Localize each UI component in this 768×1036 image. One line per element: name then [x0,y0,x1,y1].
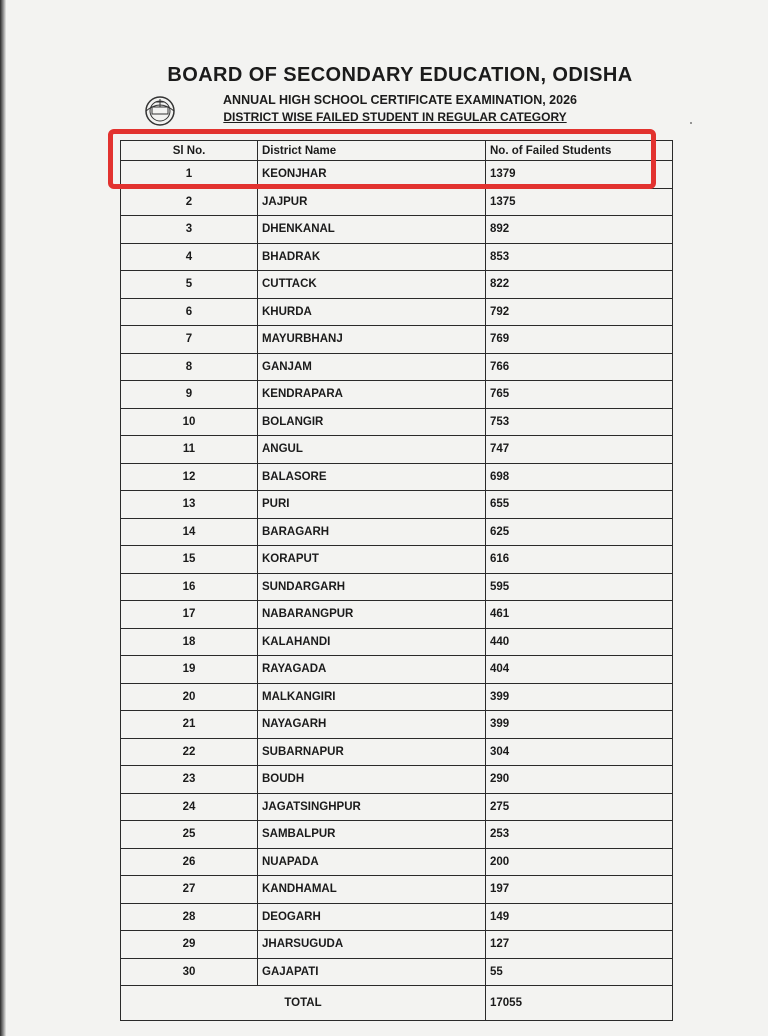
row-sl-no: 4 [121,243,258,271]
report-subtitle [165,110,625,124]
table-row [121,601,673,629]
page-title: BOARD OF SECONDARY EDUCATION, ODISHA [167,64,633,86]
row-sl-no: 25 [121,821,258,849]
row-failed-count: 698 [486,463,673,491]
row-sl-no: 26 [121,848,258,876]
row-sl-no: 1 [121,161,258,189]
table-body [121,161,673,986]
table-row [121,353,673,381]
column-header-district: District Name [258,141,486,161]
row-district-name: KALAHANDI [258,628,486,656]
row-sl-no: 16 [121,573,258,601]
row-district-name: KEONJHAR [258,161,486,189]
scan-speck [690,122,692,124]
row-failed-count: 440 [486,628,673,656]
table-row [121,381,673,409]
table-row [121,876,673,904]
row-failed-count: 595 [486,573,673,601]
table-row [121,518,673,546]
row-failed-count: 149 [486,903,673,931]
table-row [121,711,673,739]
row-sl-no: 6 [121,298,258,326]
row-failed-count: 197 [486,876,673,904]
row-sl-no: 20 [121,683,258,711]
row-district-name: BALASORE [258,463,486,491]
row-failed-count: 200 [486,848,673,876]
row-district-name: CUTTACK [258,271,486,299]
row-failed-count: 1379 [486,161,673,189]
row-failed-count: 766 [486,353,673,381]
row-failed-count: 765 [486,381,673,409]
row-district-name: PURI [258,491,486,519]
row-sl-no: 27 [121,876,258,904]
table-row [121,738,673,766]
row-sl-no: 10 [121,408,258,436]
row-failed-count: 753 [486,408,673,436]
total-label: TOTAL [121,986,486,1021]
row-failed-count: 127 [486,931,673,959]
row-failed-count: 461 [486,601,673,629]
row-district-name: GAJAPATI [258,958,486,986]
row-district-name: KANDHAMAL [258,876,486,904]
table-row [121,216,673,244]
row-sl-no: 28 [121,903,258,931]
row-sl-no: 2 [121,188,258,216]
table-row [121,436,673,464]
row-district-name: MAYURBHANJ [258,326,486,354]
row-failed-count: 792 [486,298,673,326]
table-row [121,793,673,821]
row-district-name: BHADRAK [258,243,486,271]
row-sl-no: 9 [121,381,258,409]
table-row [121,683,673,711]
row-sl-no: 29 [121,931,258,959]
row-failed-count: 404 [486,656,673,684]
row-failed-count: 399 [486,711,673,739]
table-header-row [121,141,673,161]
row-sl-no: 17 [121,601,258,629]
row-district-name: RAYAGADA [258,656,486,684]
table-row [121,958,673,986]
row-sl-no: 18 [121,628,258,656]
row-district-name: JAJPUR [258,188,486,216]
row-failed-count: 1375 [486,188,673,216]
failed-students-table-wrap [120,140,672,1021]
row-failed-count: 290 [486,766,673,794]
row-district-name: BARAGARH [258,518,486,546]
table-row [121,903,673,931]
table-row [121,573,673,601]
row-district-name: JAGATSINGHPUR [258,793,486,821]
row-sl-no: 14 [121,518,258,546]
row-failed-count: 769 [486,326,673,354]
row-district-name: DEOGARH [258,903,486,931]
row-district-name: GANJAM [258,353,486,381]
row-failed-count: 253 [486,821,673,849]
row-district-name: SAMBALPUR [258,821,486,849]
table-row [121,161,673,189]
row-district-name: NAYAGARH [258,711,486,739]
failed-students-table [120,140,673,1021]
exam-subtitle: ANNUAL HIGH SCHOOL CERTIFICATE EXAMINATION, 2026 [223,93,577,107]
row-district-name: MALKANGIRI [258,683,486,711]
row-sl-no: 5 [121,271,258,299]
table-row [121,766,673,794]
row-district-name: KORAPUT [258,546,486,574]
table-row [121,848,673,876]
column-header-failed: No. of Failed Students [486,141,673,161]
row-failed-count: 655 [486,491,673,519]
total-value: 17055 [486,986,673,1021]
row-sl-no: 24 [121,793,258,821]
row-failed-count: 747 [486,436,673,464]
row-failed-count: 304 [486,738,673,766]
row-sl-no: 30 [121,958,258,986]
row-failed-count: 625 [486,518,673,546]
row-sl-no: 3 [121,216,258,244]
table-row [121,188,673,216]
row-sl-no: 19 [121,656,258,684]
table-row [121,408,673,436]
table-row [121,491,673,519]
row-district-name: KHURDA [258,298,486,326]
table-row [121,931,673,959]
row-district-name: ANGUL [258,436,486,464]
report-subtitle-text: DISTRICT WISE FAILED STUDENT IN REGULAR CATEGORY [223,110,567,124]
row-district-name: SUNDARGARH [258,573,486,601]
row-failed-count: 55 [486,958,673,986]
row-district-name: NUAPADA [258,848,486,876]
row-failed-count: 616 [486,546,673,574]
table-row [121,628,673,656]
table-row [121,656,673,684]
table-row [121,463,673,491]
table-row [121,271,673,299]
row-sl-no: 13 [121,491,258,519]
row-sl-no: 21 [121,711,258,739]
row-sl-no: 8 [121,353,258,381]
column-header-sl-no: Sl No. [121,141,258,161]
row-district-name: BOLANGIR [258,408,486,436]
table-row [121,243,673,271]
row-district-name: SUBARNAPUR [258,738,486,766]
row-failed-count: 853 [486,243,673,271]
row-district-name: DHENKANAL [258,216,486,244]
row-sl-no: 11 [121,436,258,464]
total-row [121,986,673,1021]
row-sl-no: 15 [121,546,258,574]
row-district-name: JHARSUGUDA [258,931,486,959]
table-row [121,326,673,354]
row-sl-no: 7 [121,326,258,354]
row-failed-count: 399 [486,683,673,711]
table-row [121,546,673,574]
row-sl-no: 22 [121,738,258,766]
row-failed-count: 892 [486,216,673,244]
row-sl-no: 23 [121,766,258,794]
row-district-name: BOUDH [258,766,486,794]
row-failed-count: 275 [486,793,673,821]
row-failed-count: 822 [486,271,673,299]
row-district-name: KENDRAPARA [258,381,486,409]
row-district-name: NABARANGPUR [258,601,486,629]
table-row [121,821,673,849]
row-sl-no: 12 [121,463,258,491]
table-row [121,298,673,326]
